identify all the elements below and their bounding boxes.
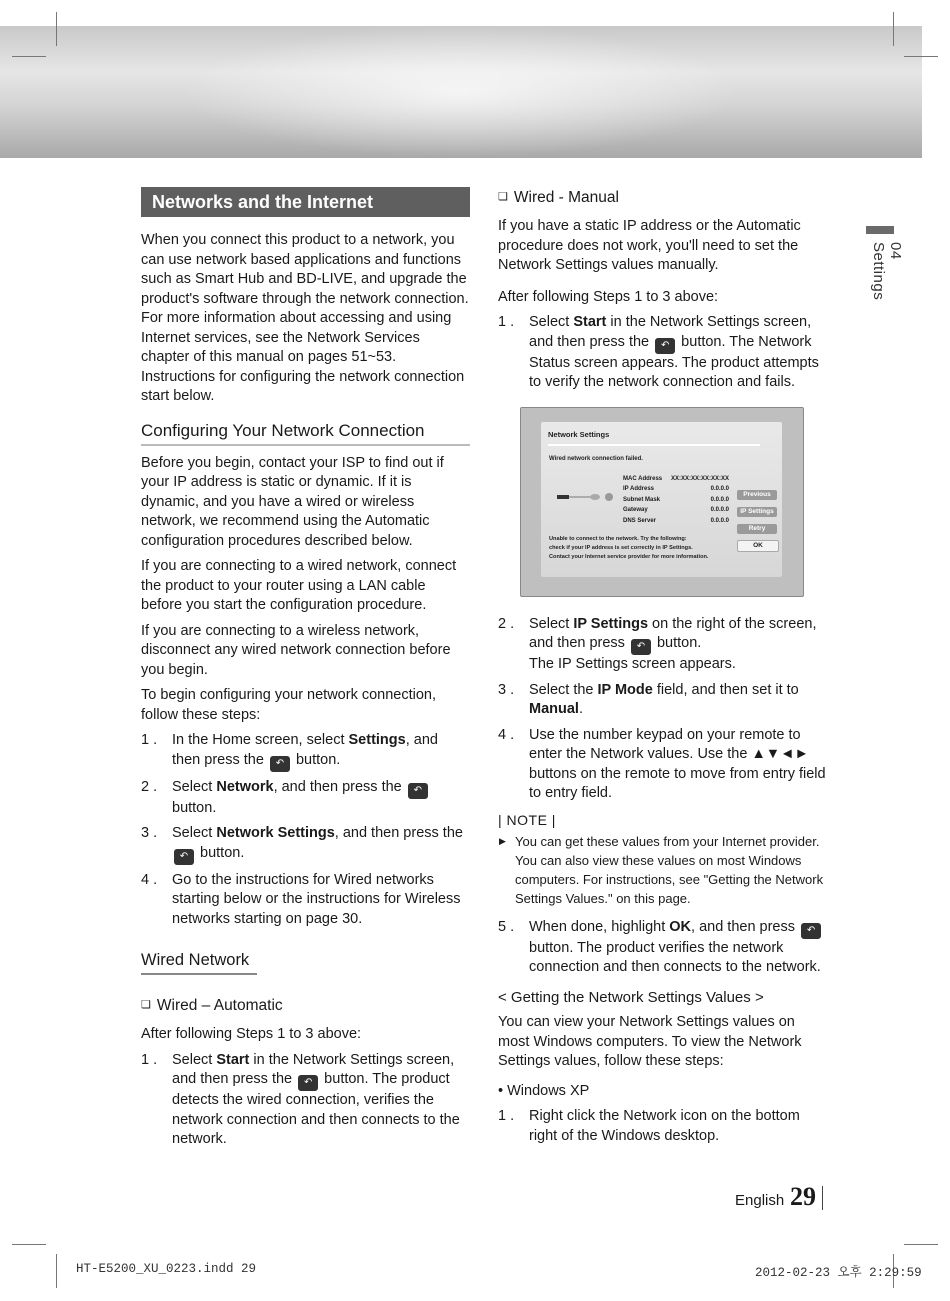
network-status-table: [623, 474, 729, 527]
crop-mark: [904, 56, 938, 57]
checkbox-bullet-icon: ❏: [141, 999, 151, 1011]
step-bold: Network: [216, 778, 274, 795]
wired-network-heading: Wired Network: [141, 951, 257, 975]
auto-after-text: After following Steps 1 to 3 above:: [141, 1026, 362, 1042]
config-heading: Configuring Your Network Connection: [141, 421, 470, 446]
values-heading: < Getting the Network Settings Values >: [498, 988, 764, 1006]
step-text: Select: [172, 825, 217, 841]
step-number: 2 .: [498, 615, 515, 632]
step-item: [141, 778, 470, 819]
step-item: [141, 731, 470, 772]
config-paragraph: To begin configuring your network connection, follow these steps:: [141, 687, 437, 723]
status-label: Gateway: [623, 507, 648, 513]
crop-mark: [893, 12, 894, 46]
note-heading: | NOTE |: [498, 811, 556, 828]
help-line: Unable to connect to the network. Try the following:: [549, 535, 687, 542]
crop-mark: [904, 1244, 938, 1245]
enter-button-icon: ↶: [408, 783, 428, 799]
step-number: 5 .: [498, 918, 515, 935]
config-paragraph: If you are connecting to a wired network, connect the product to your router using a LAN cable before you start the configuration procedure.: [141, 558, 457, 613]
status-label: Subnet Mask: [623, 496, 661, 503]
help-line: check if your IP address is set correctly in IP Settings.: [549, 544, 693, 551]
footer-language: English: [735, 1192, 785, 1209]
ok-button[interactable]: OK: [737, 540, 779, 552]
crop-mark: [56, 1254, 57, 1288]
step-text: button. The product verifies the network connection and then connects to the network.: [529, 939, 821, 975]
footer-divider: [822, 1186, 823, 1210]
step-number: 3 .: [141, 825, 158, 841]
step-text: When done, highlight: [529, 918, 670, 935]
step-number: 1 .: [141, 732, 158, 748]
wired-automatic-heading: [141, 997, 470, 1015]
note-text: You can get these values from your Internet provider. You can also view these values on most Windows computers. For instructions, see "Getting the Network Settings Values." on this page.: [515, 833, 824, 906]
status-row: [623, 505, 729, 516]
status-row: [623, 516, 729, 527]
step-text: Select: [529, 615, 574, 632]
step-text: Select: [172, 1051, 217, 1068]
crop-mark: [56, 12, 57, 46]
step-number: 4 .: [141, 871, 158, 888]
step-number: 2 .: [141, 778, 158, 795]
step-text: , and then press: [691, 918, 800, 935]
page-number: 29: [790, 1182, 816, 1211]
triangle-bullet-icon: ▶: [499, 835, 506, 846]
screen-fail-message: Wired network connection failed.: [549, 455, 643, 462]
enter-button-icon: ↶: [270, 756, 290, 772]
status-label: MAC Address: [623, 475, 663, 482]
step-bold: Start: [573, 314, 607, 330]
network-settings-screenshot: [520, 407, 804, 597]
step-text: button.: [652, 635, 702, 651]
status-value: 0.0.0.0: [710, 486, 729, 492]
step-bold: IP Settings: [573, 615, 649, 632]
step-text: Select: [172, 778, 217, 795]
step-text: Go to the instructions for Wired networks starting below or the instructions for Wireless networks starting on page 30.: [172, 871, 461, 927]
manual-after-text: After following Steps 1 to 3 above:: [498, 288, 719, 305]
step-number: 1 .: [498, 1108, 515, 1124]
step-text: button.: [172, 799, 217, 816]
crop-mark: [12, 56, 46, 57]
step-text: button.: [291, 751, 341, 768]
step-text: in the Network Settings screen, and then press the: [529, 314, 812, 350]
config-paragraph: Before you begin, contact your ISP to find out if your IP address is static or dynamic. If it is dynamic, and you have a wired or wireless network, we recommend using the Automatic configuration procedures described below.: [141, 454, 444, 549]
crop-mark: [12, 1244, 46, 1245]
step-number: 4 .: [498, 726, 515, 743]
enter-button-icon: ↶: [655, 338, 675, 354]
step-number: 1 .: [498, 314, 515, 330]
step-item: [498, 615, 828, 675]
enter-button-icon: ↶: [631, 639, 651, 655]
step-number: 3 .: [498, 681, 515, 698]
header-banner-highlight: [180, 26, 740, 158]
step-text: Use the number keypad on your remote to enter the Network values. Use the ▲▼◄► buttons on the remote to move from entry field to entry field.: [529, 726, 826, 801]
step-bold: Manual: [529, 701, 579, 717]
step-item: [498, 313, 828, 393]
help-line: Contact your Internet service provider for more information.: [549, 553, 709, 560]
step-text: on the right of the screen, and then press: [529, 615, 817, 651]
right-column: [498, 187, 828, 1152]
step-item: [141, 871, 470, 930]
step-text: The IP Settings screen appears.: [529, 656, 736, 672]
step-bold: Settings: [348, 732, 406, 748]
status-value: 0.0.0.0: [710, 496, 729, 503]
step-bold: Start: [216, 1051, 250, 1068]
step-item: [498, 726, 828, 804]
windows-xp-bullet: • Windows XP: [498, 1082, 590, 1099]
screenshot-panel: [541, 422, 782, 577]
step-text: Select the: [529, 681, 598, 698]
intro-paragraph: When you connect this product to a network, you can use network based applications and functions such as Smart Hub and BD-LIVE, and upgrade the product's software through the network connection. For more information about accessing and using Internet services, see the Network Services chapter of this manual on pages 51~53. Instructions for configuring the network connection start below.: [141, 232, 469, 404]
status-label: IP Address: [623, 486, 655, 492]
step-bold: Network Settings: [216, 825, 335, 841]
connection-diagram-icon: [557, 492, 613, 502]
step-text: in the Network Settings screen, and then press the: [172, 1051, 455, 1087]
step-text: , and then press the: [273, 778, 406, 795]
status-value: 0.0.0.0: [710, 507, 729, 513]
step-number: 1 .: [141, 1051, 158, 1068]
chapter-side-tab: [866, 226, 904, 301]
print-slug-date: 2012-02-23 오후 2:29:59: [755, 1266, 922, 1280]
step-text: button.: [196, 844, 245, 861]
enter-button-icon: ↶: [298, 1075, 318, 1091]
step-text: In the Home screen, select: [172, 732, 349, 748]
left-column: [141, 187, 470, 1156]
step-text: field, and then set it to: [652, 681, 799, 698]
status-label: DNS Server: [623, 517, 657, 524]
chapter-tab-label: 04 Settings: [870, 242, 904, 301]
note-item: [498, 832, 828, 908]
step-text: , and then press the: [334, 825, 463, 841]
section-title: Networks and the Internet: [141, 187, 470, 217]
step-text: Right click the Network icon on the bottom right of the Windows desktop.: [529, 1108, 800, 1144]
enter-button-icon: ↶: [801, 923, 821, 939]
screen-divider: [548, 444, 760, 446]
step-item: [141, 824, 470, 865]
ip-settings-button[interactable]: IP Settings: [737, 507, 777, 517]
step-text: Select: [529, 314, 574, 330]
screen-title: Network Settings: [548, 429, 610, 439]
config-paragraph: If you are connecting to a wireless network, disconnect any wired network connection before you begin.: [141, 622, 451, 678]
step-item: [498, 1107, 828, 1146]
retry-button[interactable]: Retry: [737, 524, 777, 534]
manual-intro: If you have a static IP address or the Automatic procedure does not work, you'll need to set the Network Settings values manually.: [498, 218, 801, 273]
values-intro: You can view your Network Settings values on most Windows computers. To view the Network Settings values, follow these steps:: [498, 1014, 802, 1069]
status-row: [623, 474, 729, 485]
step-bold: IP Mode: [597, 681, 653, 698]
wired-manual-heading: [498, 189, 828, 207]
step-item: [498, 681, 828, 720]
status-value: XX:XX:XX:XX:XX:XX: [670, 475, 729, 482]
status-row: [623, 484, 729, 495]
step-text: button. The product detects the wired connection, verifies the network connection and then connects to the network.: [172, 1071, 460, 1147]
step-text: button. The Network Status screen appears. The product attempts to verify the network connection and fails.: [529, 333, 819, 390]
step-text: , and then press the: [172, 732, 438, 768]
step-text: .: [578, 701, 583, 717]
chapter-tab-bar: [866, 226, 894, 234]
heading-text: Wired – Automatic: [156, 997, 283, 1014]
step-item: [498, 918, 828, 978]
enter-button-icon: ↶: [174, 849, 194, 865]
status-value: 0.0.0.0: [710, 517, 729, 524]
screen-help-text: [549, 535, 708, 562]
heading-text: Wired - Manual: [513, 189, 619, 206]
step-bold: OK: [669, 918, 692, 935]
print-slug-file: HT-E5200_XU_0223.indd 29: [76, 1262, 257, 1276]
step-item: [141, 1051, 470, 1150]
status-row: [623, 495, 729, 506]
checkbox-bullet-icon: ❏: [498, 191, 508, 203]
previous-button[interactable]: Previous: [737, 490, 777, 500]
